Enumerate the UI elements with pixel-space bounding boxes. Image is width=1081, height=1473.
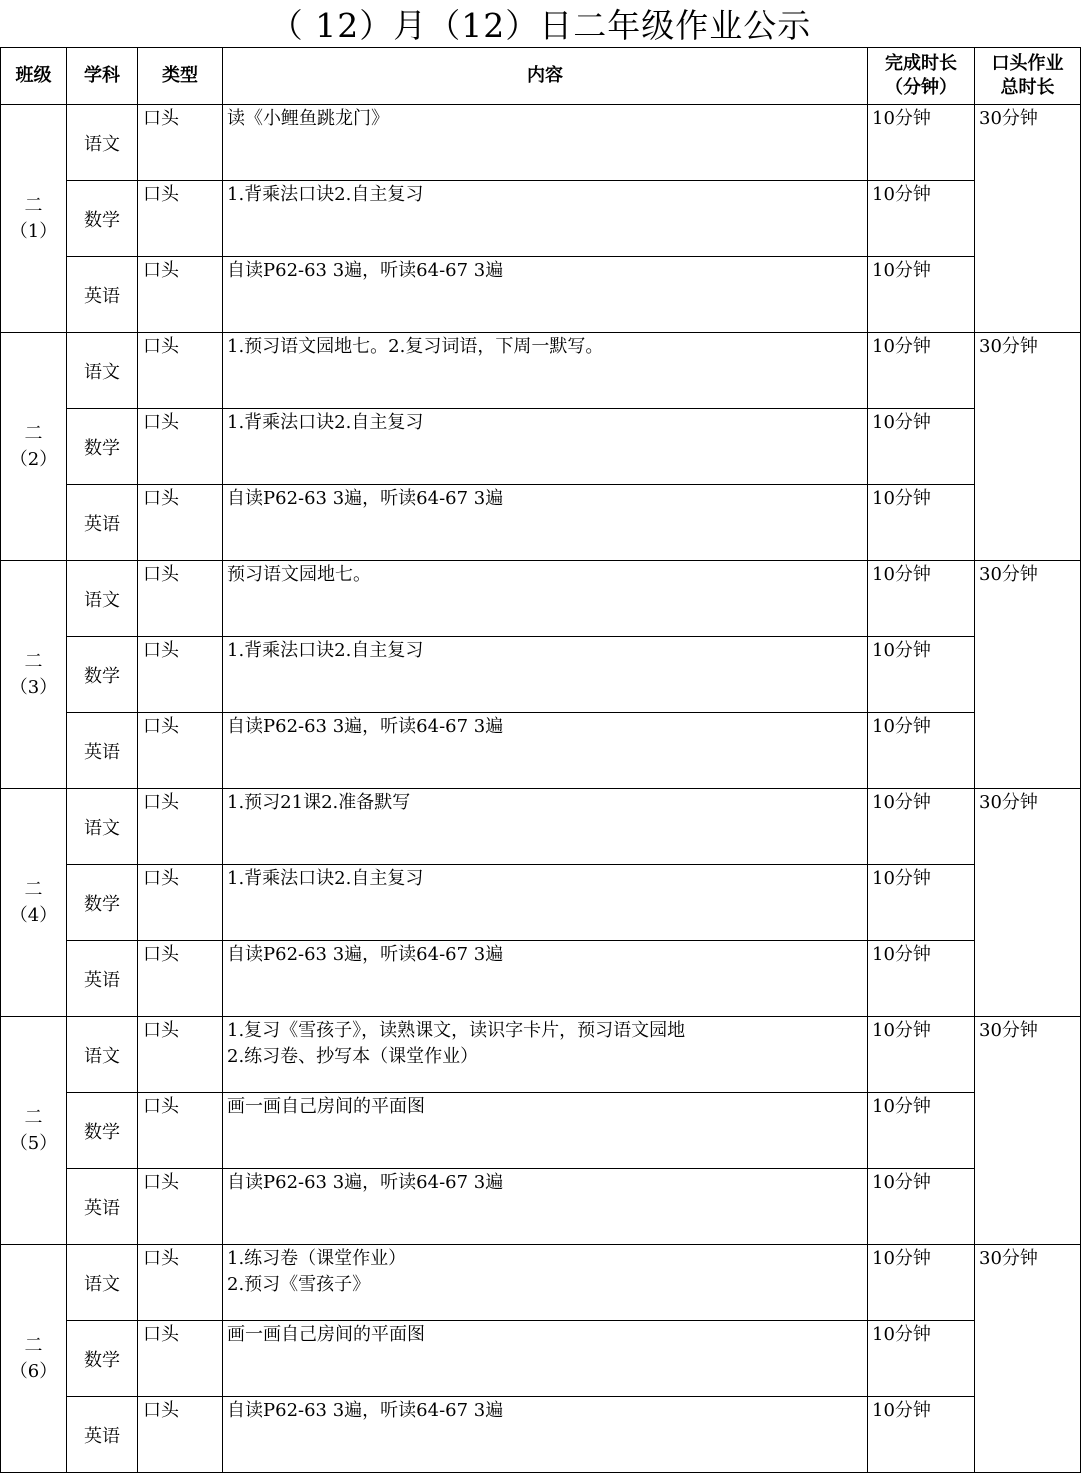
subject-cell: 英语 xyxy=(67,1169,138,1245)
subject-cell: 数学 xyxy=(67,637,138,713)
type-cell: 口头 xyxy=(138,1017,223,1093)
content-cell: 1.预习21课2.准备默写 xyxy=(223,789,868,865)
class-cell xyxy=(1,561,67,789)
header-class: 班级 xyxy=(1,48,67,105)
subject-cell: 语文 xyxy=(67,789,138,865)
subject-cell: 英语 xyxy=(67,713,138,789)
table-row xyxy=(1,637,1081,713)
total-duration-cell: 30分钟 xyxy=(975,333,1081,561)
subject-cell: 数学 xyxy=(67,865,138,941)
type-cell: 口头 xyxy=(138,865,223,941)
table-row xyxy=(1,1169,1081,1245)
header-duration-line2: （分钟） xyxy=(885,77,957,98)
class-number: （6） xyxy=(9,1360,58,1382)
content-cell: 1.背乘法口诀2.自主复习 xyxy=(223,637,868,713)
subject-cell: 语文 xyxy=(67,105,138,181)
duration-cell: 10分钟 xyxy=(868,1093,975,1169)
duration-cell: 10分钟 xyxy=(868,1397,975,1473)
class-number: （3） xyxy=(9,676,58,698)
subject-cell: 英语 xyxy=(67,257,138,333)
content-cell: 自读P62-63 3遍，听读64-67 3遍 xyxy=(223,1397,868,1473)
duration-cell: 10分钟 xyxy=(868,257,975,333)
duration-cell: 10分钟 xyxy=(868,713,975,789)
content-cell: 自读P62-63 3遍，听读64-67 3遍 xyxy=(223,1169,868,1245)
content-cell: 1.练习卷（课堂作业） 2.预习《雪孩子》 xyxy=(223,1245,868,1321)
class-cell xyxy=(1,1245,67,1473)
subject-cell: 数学 xyxy=(67,1093,138,1169)
content-cell: 1.背乘法口诀2.自主复习 xyxy=(223,409,868,485)
duration-cell: 10分钟 xyxy=(868,333,975,409)
class-grade: 二 xyxy=(24,194,43,216)
table-row xyxy=(1,865,1081,941)
type-cell: 口头 xyxy=(138,713,223,789)
header-duration-line1: 完成时长 xyxy=(885,53,957,74)
class-grade: 二 xyxy=(24,1334,43,1356)
header-total-line1: 口头作业 xyxy=(991,53,1064,74)
class-number: （5） xyxy=(9,1132,58,1154)
content-cell: 1.预习语文园地七。2.复习词语，下周一默写。 xyxy=(223,333,868,409)
duration-cell: 10分钟 xyxy=(868,637,975,713)
total-duration-cell: 30分钟 xyxy=(975,1017,1081,1245)
subject-cell: 语文 xyxy=(67,1017,138,1093)
content-cell: 自读P62-63 3遍，听读64-67 3遍 xyxy=(223,713,868,789)
class-cell xyxy=(1,333,67,561)
duration-cell: 10分钟 xyxy=(868,789,975,865)
duration-cell: 10分钟 xyxy=(868,1245,975,1321)
class-number: （1） xyxy=(9,220,58,242)
duration-cell: 10分钟 xyxy=(868,1017,975,1093)
subject-cell: 语文 xyxy=(67,333,138,409)
type-cell: 口头 xyxy=(138,1169,223,1245)
type-cell: 口头 xyxy=(138,1093,223,1169)
subject-cell: 语文 xyxy=(67,1245,138,1321)
class-cell xyxy=(1,789,67,1017)
table-row xyxy=(1,1397,1081,1473)
table-row xyxy=(1,409,1081,485)
subject-cell: 数学 xyxy=(67,409,138,485)
content-cell: 预习语文园地七。 xyxy=(223,561,868,637)
type-cell: 口头 xyxy=(138,257,223,333)
duration-cell: 10分钟 xyxy=(868,105,975,181)
duration-cell: 10分钟 xyxy=(868,181,975,257)
type-cell: 口头 xyxy=(138,1321,223,1397)
total-duration-cell: 30分钟 xyxy=(975,789,1081,1017)
subject-cell: 英语 xyxy=(67,941,138,1017)
class-grade: 二 xyxy=(24,650,43,672)
content-cell: 1.背乘法口诀2.自主复习 xyxy=(223,181,868,257)
table-body xyxy=(1,105,1081,1473)
subject-cell: 英语 xyxy=(67,1397,138,1473)
content-cell: 自读P62-63 3遍，听读64-67 3遍 xyxy=(223,485,868,561)
table-row xyxy=(1,713,1081,789)
header-total xyxy=(975,48,1081,105)
duration-cell: 10分钟 xyxy=(868,941,975,1017)
duration-cell: 10分钟 xyxy=(868,485,975,561)
content-cell: 画一画自己房间的平面图 xyxy=(223,1093,868,1169)
class-number: （4） xyxy=(9,904,58,926)
content-cell: 画一画自己房间的平面图 xyxy=(223,1321,868,1397)
total-duration-cell: 30分钟 xyxy=(975,105,1081,333)
content-cell: 1.背乘法口诀2.自主复习 xyxy=(223,865,868,941)
duration-cell: 10分钟 xyxy=(868,1169,975,1245)
header-type: 类型 xyxy=(138,48,223,105)
class-grade: 二 xyxy=(24,1106,43,1128)
type-cell: 口头 xyxy=(138,409,223,485)
total-duration-cell: 30分钟 xyxy=(975,1245,1081,1473)
class-cell xyxy=(1,1017,67,1245)
table-row xyxy=(1,561,1081,637)
type-cell: 口头 xyxy=(138,105,223,181)
header-content: 内容 xyxy=(223,48,868,105)
subject-cell: 英语 xyxy=(67,485,138,561)
type-cell: 口头 xyxy=(138,789,223,865)
class-number: （2） xyxy=(9,448,58,470)
table-row xyxy=(1,1245,1081,1321)
type-cell: 口头 xyxy=(138,181,223,257)
subject-cell: 数学 xyxy=(67,1321,138,1397)
type-cell: 口头 xyxy=(138,1397,223,1473)
content-cell: 自读P62-63 3遍，听读64-67 3遍 xyxy=(223,941,868,1017)
table-row xyxy=(1,1017,1081,1093)
table-row xyxy=(1,105,1081,181)
page-title: （ 12）月（12）日二年级作业公示 xyxy=(1,0,1081,48)
table-row xyxy=(1,941,1081,1017)
total-duration-cell: 30分钟 xyxy=(975,561,1081,789)
table-row xyxy=(1,789,1081,865)
type-cell: 口头 xyxy=(138,561,223,637)
duration-cell: 10分钟 xyxy=(868,865,975,941)
content-cell: 读《小鲤鱼跳龙门》 xyxy=(223,105,868,181)
subject-cell: 语文 xyxy=(67,561,138,637)
table-row xyxy=(1,1321,1081,1397)
class-cell xyxy=(1,105,67,333)
type-cell: 口头 xyxy=(138,333,223,409)
class-grade: 二 xyxy=(24,422,43,444)
type-cell: 口头 xyxy=(138,941,223,1017)
header-subject: 学科 xyxy=(67,48,138,105)
type-cell: 口头 xyxy=(138,1245,223,1321)
type-cell: 口头 xyxy=(138,637,223,713)
table-row xyxy=(1,181,1081,257)
content-cell: 1.复习《雪孩子》，读熟课文，读识字卡片，预习语文园地 2.练习卷、抄写本（课堂作业） xyxy=(223,1017,868,1093)
duration-cell: 10分钟 xyxy=(868,409,975,485)
duration-cell: 10分钟 xyxy=(868,561,975,637)
table-row xyxy=(1,257,1081,333)
header-duration xyxy=(868,48,975,105)
class-grade: 二 xyxy=(24,878,43,900)
table-row xyxy=(1,485,1081,561)
duration-cell: 10分钟 xyxy=(868,1321,975,1397)
table-row xyxy=(1,1093,1081,1169)
type-cell: 口头 xyxy=(138,485,223,561)
content-cell: 自读P62-63 3遍，听读64-67 3遍 xyxy=(223,257,868,333)
header-total-line2: 总时长 xyxy=(1000,77,1055,98)
subject-cell: 数学 xyxy=(67,181,138,257)
table-row xyxy=(1,333,1081,409)
